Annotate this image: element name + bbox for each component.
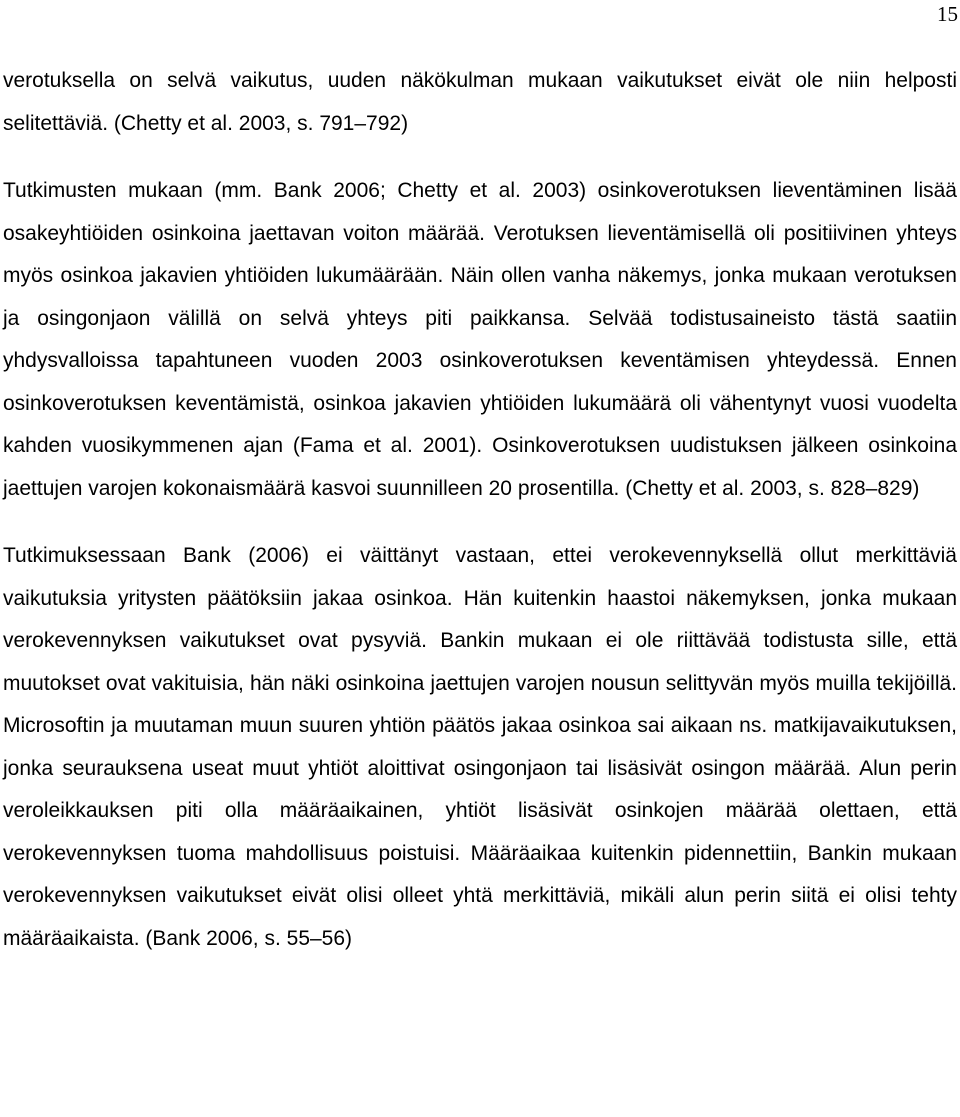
paragraph-2: Tutkimusten mukaan (mm. Bank 2006; Chetty et al. 2003) osinkoverotuksen lieventäminen lisää osakeyhtiöiden osinkoina jaettavan voiton määrää. Verotuksen lieventämisellä oli positiivinen yhteys myös osinkoa jakavien yhtiöiden lukumäärään. Näin ollen vanha näkemys, jonka mukaan verotuksen ja osingonjaon välillä on selvä yhteys piti paikkansa. Selvää todistusaineisto tästä saatiin yhdysvalloissa tapahtuneen vuoden 2003 osinkoverotuksen keventämisen yhteydessä. Ennen osinkoverotuksen keventämistä, osinkoa jakavien yhtiöiden lukumäärä oli vähentynyt vuosi vuodelta kahden vuosikymmenen ajan (Fama et al. 2001). Osinkoverotuksen uudistuksen jälkeen osinkoina jaettujen varojen kokonaismäärä kasvoi suunnilleen 20 prosentilla. (Chetty et al. 2003, s. 828–829) (3, 179, 957, 500)
paragraph-1: verotuksella on selvä vaikutus, uuden näkökulman mukaan vaikutukset eivät ole niin helposti selitettäviä. (Chetty et al. 2003, s. 791–792) (3, 69, 957, 135)
paragraph-3: Tutkimuksessaan Bank (2006) ei väittänyt vastaan, ettei verokevennyksellä ollut merkittäviä vaikutuksia yritysten päätöksiin jakaa osinkoa. Hän kuitenkin haastoi näkemyksen, jonka mukaan verokevennyksen vaikutukset ovat pysyviä. Bankin mukaan ei ole riittävää todistusta sille, että muutokset ovat vakituisia, hän näki osinkoina jaettujen varojen nousun selittyvän myös muilla tekijöillä. Microsoftin ja muutaman muun suuren yhtiön päätös jakaa osinkoa sai aikaan ns. matkijavaikutuksen, jonka seurauksena useat muut yhtiöt aloittivat osingonjaon tai lisäsivät osingon määrää. Alun perin veroleikkauksen piti olla määräaikainen, yhtiöt lisäsivät osinkojen määrää olettaen, että verokevennyksen tuoma mahdollisuus poistuisi. Määräaikaa kuitenkin pidennettiin, Bankin mukaan verokevennyksen vaikutukset eivät olisi olleet yhtä merkittäviä, mikäli alun perin siitä ei olisi tehty määräaikaista. (Bank 2006, s. 55–56) (3, 544, 957, 950)
page-number: 15 (937, 2, 958, 26)
document-body (3, 60, 957, 960)
